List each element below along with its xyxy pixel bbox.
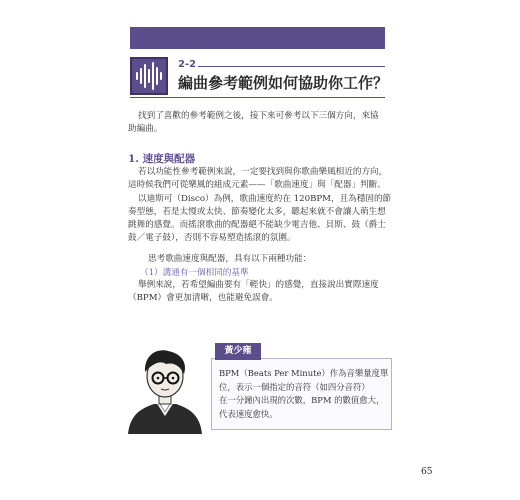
para4-line-2: （BPM）會更加清晰，也能避免誤會。 [128,293,278,303]
note-line-4: 代表速度愈快。 [219,408,278,419]
intro-line-1: 找到了喜歡的參考範例之後，接下來可參考以下三個方向，來協 [138,111,379,121]
author-avatar-icon [120,342,210,434]
section-underline [130,97,385,98]
paragraph-1 [128,166,408,192]
para2-line-2: 奏型態，若是太慢或太快、節奏變化太多，聽起來就不會讓人萌生想 [128,207,386,217]
intro-line-2: 助編曲。 [128,124,163,134]
note-line-1: BPM（Beats Per Minute）作為音樂量度單 [219,368,389,378]
para4-line-1: 舉例來說，若希望編曲要有「輕快」的感覺，直接說出實際速度 [138,280,379,290]
section-title: 編曲參考範例如何協助你工作？ [178,74,389,92]
para1-line-1: 若以功能性參考範例來說，一定要找到與你歌曲樂風相近的方向， [138,167,388,177]
para2-line-1: 以迪斯可（Disco）為例，歌曲速度約在 120BPM，且為穩固的節 [138,194,392,204]
section-rule [198,66,385,67]
note-line-3: 在一分鐘內出現的次數，BPM 的數值愈大， [219,395,385,405]
para2-line-3: 跳舞的感覺。而搖滾歌曲的配器絕不能缺少電吉他、貝斯、鼓（爵士 [128,220,386,230]
para1-line-2: 這時候我們可從樂風的組成元素——「歌曲速度」與「配器」判斷。 [128,180,386,190]
paragraph-2 [128,193,408,245]
paragraph-4 [128,279,408,305]
page-number: 65 [421,467,433,477]
para2-line-4: 鼓／電子鼓），否則不容易塑造搖滾的氛圍。 [128,233,296,243]
subheading-common-baseline: （1）溝通有一個相同的基準 [140,268,249,278]
author-name-tag: 黃少雍 [215,343,261,360]
waveform-icon [130,57,168,95]
section-header [130,57,389,97]
author-note-text [219,367,391,421]
chapter-band [130,27,385,49]
section-number: 2-2 [178,59,197,70]
heading-speed-instrumentation: 1. 速度與配器 [128,153,196,165]
note-line-2: 位，表示一個指定的音符（如四分音符） [219,381,370,392]
intro-paragraph [128,110,408,136]
paragraph-3: 思考歌曲速度與配器，具有以下兩種功能： [148,254,312,264]
